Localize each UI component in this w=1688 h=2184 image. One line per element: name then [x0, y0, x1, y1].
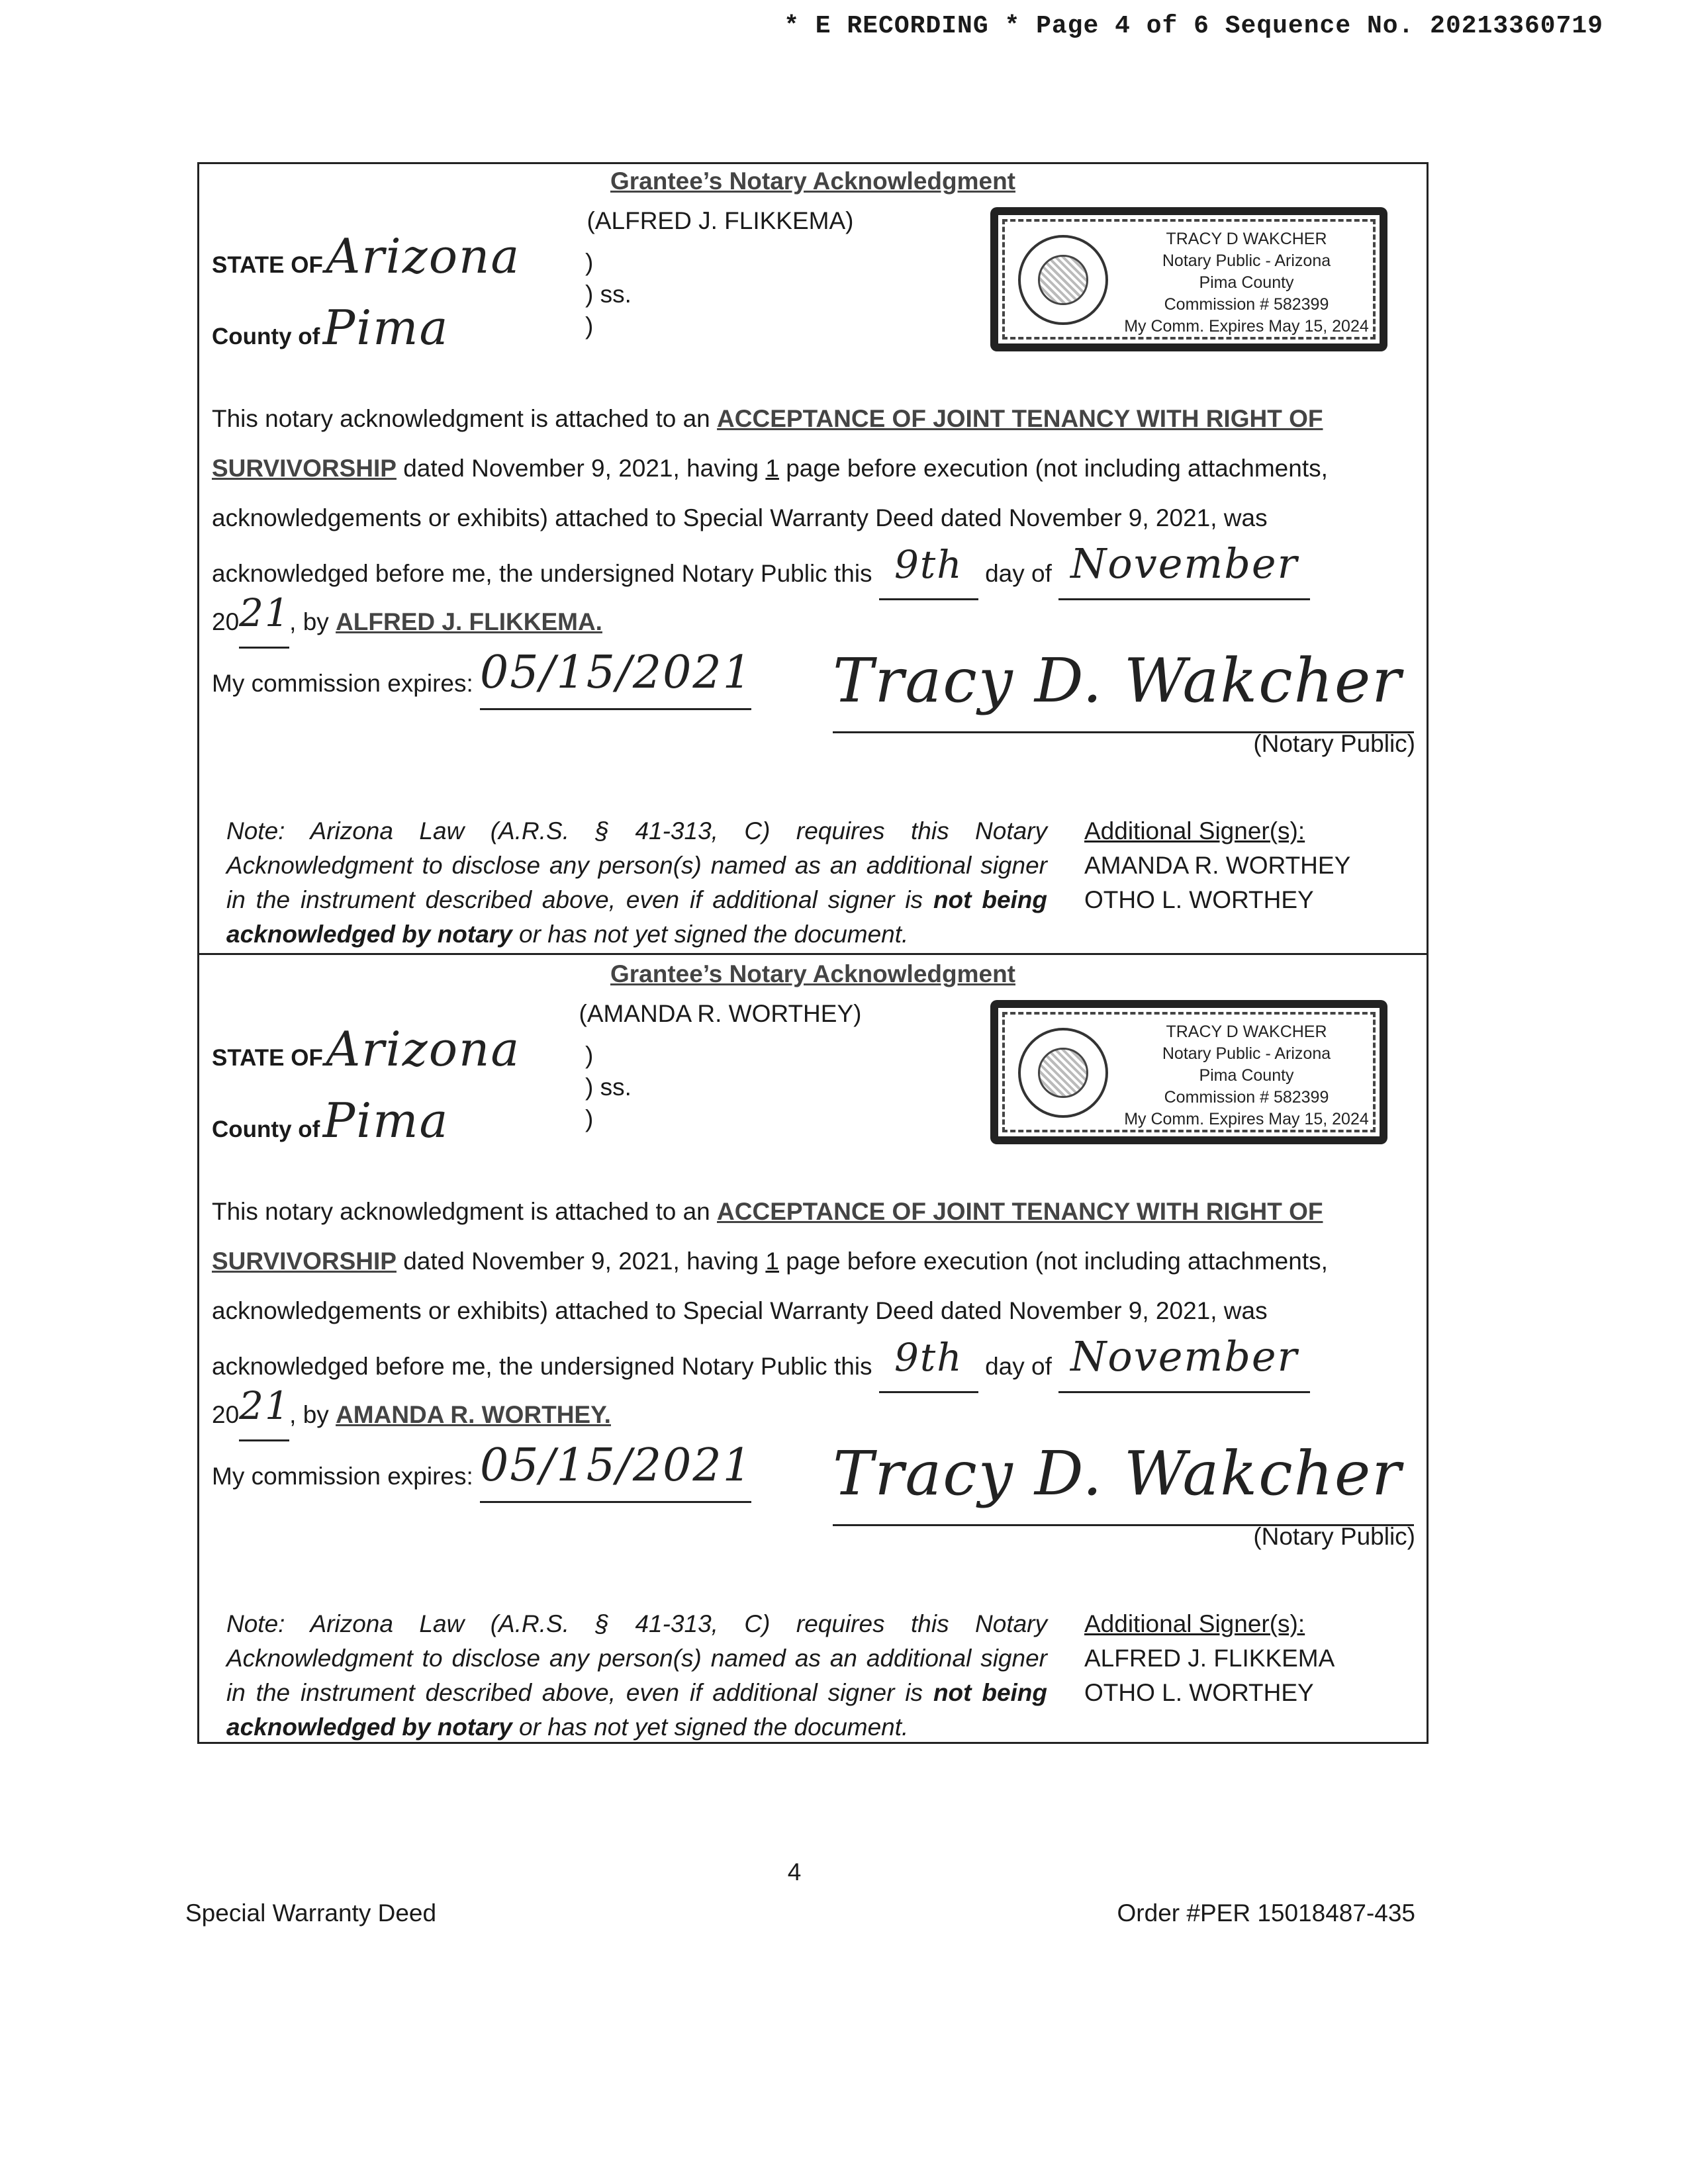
ack-line-5 [212, 592, 602, 649]
year-prefix: 20 [212, 1401, 240, 1428]
day-blank [879, 544, 978, 600]
additional-signers-label: Additional Signer(s): [1084, 1610, 1305, 1637]
year-blank [239, 592, 289, 649]
arizona-law-note [226, 1607, 1047, 1745]
commission-expires-value: 05/15/2021 [480, 1439, 753, 1492]
state-label: STATE OF [212, 252, 323, 278]
section-title: Grantee’s Notary Acknowledgment [610, 167, 1016, 195]
note-emphasis: not being acknowledged by notary [226, 886, 1048, 948]
note-text: or has not yet signed the document. [512, 1713, 909, 1741]
county-value: Pima [322, 300, 449, 355]
county-label: County of [212, 324, 320, 349]
state-seal-icon [1018, 235, 1108, 325]
signer-acknowledged: ALFRED J. FLIKKEMA. [336, 608, 602, 635]
signer-name: (AMANDA R. WORTHEY) [579, 1000, 862, 1027]
stamp-notary-title: Notary Public - Arizona [1162, 251, 1331, 270]
note-text: Note: Arizona Law (A.R.S. § 41-313, C) requires this Notary Acknowledgment to disclose any person(s) named as an additional signer in the instrument described above, even if additional signer is [226, 1610, 1047, 1706]
ack-text: dated November 9, 2021, having [396, 455, 766, 482]
ack-text: dated November 9, 2021, having [396, 1248, 766, 1275]
notary-signature: Tracy D. Wakcher [833, 1438, 1403, 1509]
year-value: 21 [239, 590, 291, 635]
stamp-commission: Commission # 582399 [1164, 1088, 1329, 1107]
note-emphasis: not being acknowledged by notary [226, 1679, 1048, 1741]
state-value: Arizona [326, 1021, 521, 1077]
commission-line [212, 647, 753, 710]
state-value: Arizona [326, 228, 521, 284]
ack-line-3: acknowledgements or exhibits) attached to Special Warranty Deed dated November 9, 2021, was [212, 504, 1268, 531]
ack-line-5 [212, 1385, 611, 1441]
commission-label: My commission expires: [212, 670, 481, 697]
arizona-law-note [226, 814, 1047, 952]
ack-text: day of [978, 1353, 1059, 1380]
stamp-county: Pima County [1199, 1066, 1294, 1085]
stamp-expires: My Comm. Expires May 15, 2024 [1124, 1110, 1369, 1128]
stamp-text [1117, 1021, 1376, 1130]
signer-name: (ALFRED J. FLIKKEMA) [586, 207, 854, 234]
ack-line-1 [212, 394, 1323, 443]
seal-emblem-icon [1038, 255, 1088, 305]
page-number: 4 [787, 1858, 802, 1886]
page-count: 1 [765, 1248, 779, 1275]
notary-stamp [990, 207, 1387, 351]
state-seal-icon [1018, 1028, 1108, 1118]
ack-line-4 [212, 539, 1310, 600]
state-line [212, 1021, 520, 1077]
signer-acknowledged: AMANDA R. WORTHEY. [336, 1401, 611, 1428]
year-prefix: 20 [212, 608, 240, 635]
by-label: , by [289, 1401, 336, 1428]
footer-order-number: Order #PER 15018487-435 [1117, 1899, 1415, 1927]
month-blank [1058, 1332, 1310, 1393]
notary-acknowledgment-section [197, 162, 1429, 953]
note-text: or has not yet signed the document. [512, 921, 909, 948]
month-value: November [1070, 1332, 1299, 1381]
commission-label: My commission expires: [212, 1463, 481, 1490]
day-value: 9th [894, 1335, 963, 1380]
additional-signers [1084, 1607, 1335, 1710]
ack-text: acknowledged before me, the undersigned Notary Public this [212, 560, 879, 587]
commission-blank [480, 1439, 753, 1503]
page-count: 1 [765, 455, 779, 482]
instrument-title-cont: SURVIVORSHIP [212, 455, 397, 482]
year-blank [239, 1385, 289, 1441]
instrument-title: ACCEPTANCE OF JOINT TENANCY WITH RIGHT OF [717, 1198, 1323, 1225]
month-value: November [1070, 539, 1299, 588]
county-line [212, 300, 449, 355]
stamp-county: Pima County [1199, 273, 1294, 292]
stamp-expires: My Comm. Expires May 15, 2024 [1124, 317, 1369, 336]
footer-document-title: Special Warranty Deed [185, 1899, 437, 1927]
instrument-title: ACCEPTANCE OF JOINT TENANCY WITH RIGHT OF [717, 405, 1323, 432]
notary-stamp [990, 1000, 1387, 1144]
stamp-notary-name: TRACY D WAKCHER [1166, 230, 1327, 248]
ss-parentheses: ) ) ss. ) [585, 249, 632, 340]
additional-signer: ALFRED J. FLIKKEMA [1084, 1645, 1335, 1672]
ack-text: day of [978, 560, 1059, 587]
year-value: 21 [239, 1383, 291, 1428]
by-label: , by [289, 608, 336, 635]
day-value: 9th [894, 542, 963, 587]
stamp-notary-title: Notary Public - Arizona [1162, 1044, 1331, 1063]
ack-text: This notary acknowledgment is attached to an [212, 1198, 718, 1225]
state-line [212, 228, 520, 284]
stamp-text [1117, 228, 1376, 338]
county-label: County of [212, 1116, 320, 1142]
ack-text: This notary acknowledgment is attached to an [212, 405, 718, 432]
notary-public-label: (Notary Public) [1253, 1523, 1415, 1550]
additional-signer: AMANDA R. WORTHEY [1084, 852, 1351, 879]
ss-parentheses: ) ) ss. ) [585, 1042, 632, 1132]
additional-signer: OTHO L. WORTHEY [1084, 1679, 1314, 1706]
additional-signers-label: Additional Signer(s): [1084, 817, 1305, 844]
instrument-title-cont: SURVIVORSHIP [212, 1248, 397, 1275]
ack-line-1 [212, 1187, 1323, 1236]
notary-signature: Tracy D. Wakcher [833, 645, 1403, 716]
additional-signer: OTHO L. WORTHEY [1084, 886, 1314, 913]
ack-line-3: acknowledgements or exhibits) attached to Special Warranty Deed dated November 9, 2021, was [212, 1297, 1268, 1324]
county-line [212, 1093, 449, 1148]
section-title: Grantee’s Notary Acknowledgment [610, 960, 1016, 987]
ack-text: page before execution (not including attachments, [778, 455, 1328, 482]
recording-header: * E RECORDING * Page 4 of 6 Sequence No. 20213360719 [784, 12, 1603, 40]
commission-blank [480, 647, 753, 710]
stamp-commission: Commission # 582399 [1164, 295, 1329, 314]
notary-acknowledgment-section [197, 955, 1429, 1746]
stamp-notary-name: TRACY D WAKCHER [1166, 1023, 1327, 1041]
county-value: Pima [322, 1093, 449, 1148]
notary-public-label: (Notary Public) [1253, 730, 1415, 757]
commission-expires-value: 05/15/2021 [480, 647, 753, 699]
day-blank [879, 1337, 978, 1393]
commission-line [212, 1439, 753, 1503]
state-label: STATE OF [212, 1045, 323, 1071]
ack-line-2 [212, 1236, 1328, 1286]
additional-signers [1084, 814, 1350, 917]
ack-line-2 [212, 443, 1328, 493]
seal-emblem-icon [1038, 1048, 1088, 1098]
ack-text: page before execution (not including attachments, [778, 1248, 1328, 1275]
ack-text: acknowledged before me, the undersigned Notary Public this [212, 1353, 879, 1380]
ack-line-4 [212, 1332, 1310, 1393]
month-blank [1058, 539, 1310, 600]
note-text: Note: Arizona Law (A.R.S. § 41-313, C) requires this Notary Acknowledgment to disclose any person(s) named as an additional signer in the instrument described above, even if additional signer is [226, 817, 1047, 913]
